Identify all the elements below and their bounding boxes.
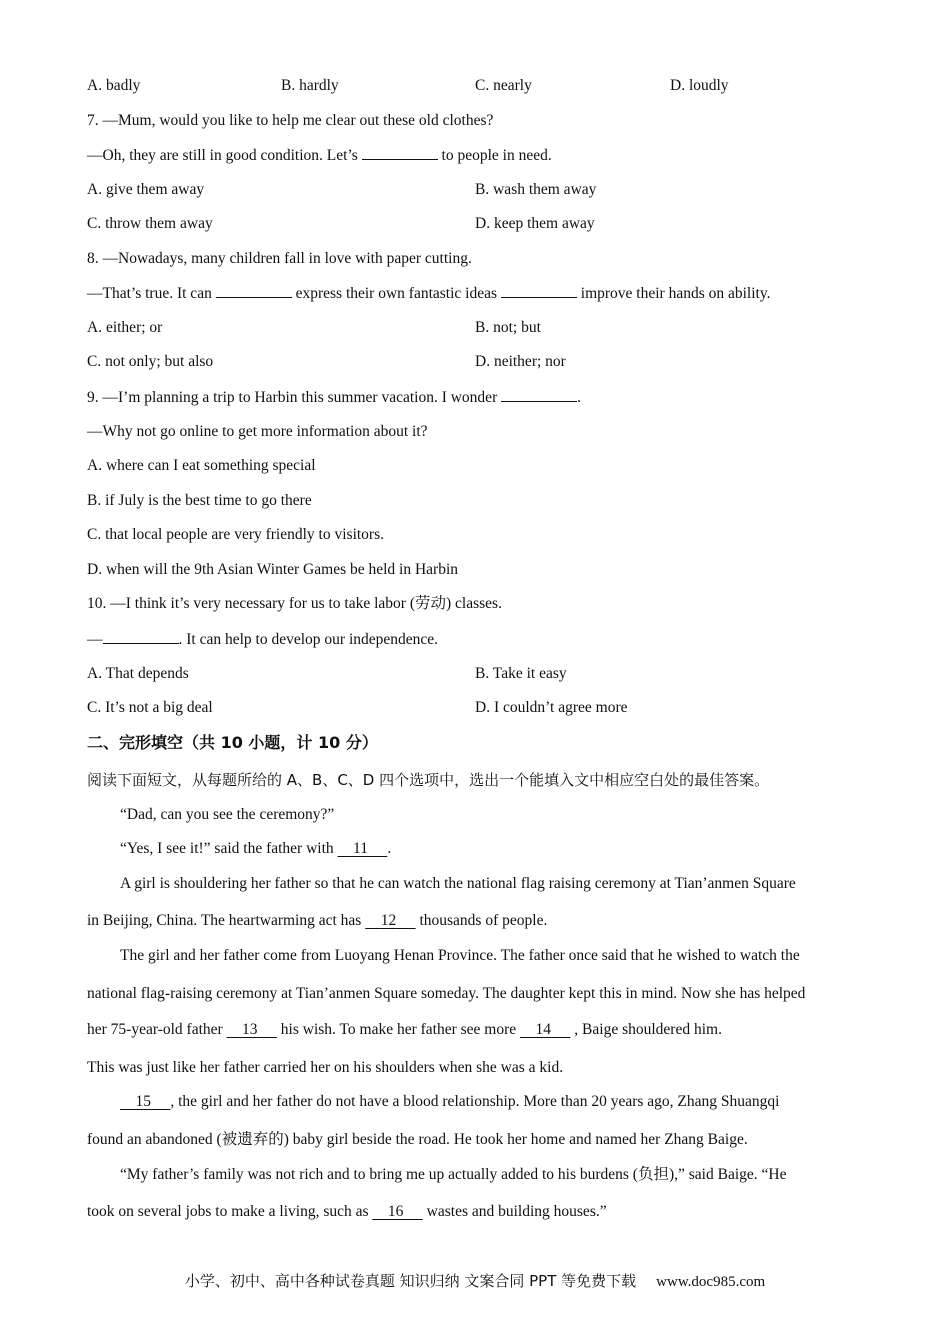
q9-option-a: A. where can I eat something special [87, 457, 316, 474]
answer-blank [362, 145, 438, 160]
q6-option-a: A. badly [87, 77, 141, 94]
q10-response-text: — [87, 631, 103, 648]
q10-response [87, 629, 438, 650]
cloze-number: 14 [535, 1021, 552, 1038]
passage-text: wastes and building houses.” [422, 1203, 607, 1220]
passage-paragraph-2 [87, 839, 391, 859]
q7-response-text-end: to people in need. [437, 147, 552, 164]
passage-paragraph-4-line-4: This was just like her father carried her on his shoulders when she was a kid. [87, 1059, 564, 1076]
q9-option-b: B. if July is the best time to go there [87, 492, 312, 509]
passage-text: , Baige shouldered him. [570, 1021, 722, 1038]
q7-option-a: A. give them away [87, 181, 205, 198]
cloze-number: 11 [353, 840, 368, 857]
passage-paragraph-4-line-1: The girl and her father come from Luoyang Henan Province. The father once said that he wished to watch the [120, 947, 800, 964]
q10-option-b: B. Take it easy [475, 665, 567, 682]
q9-question-text: 9. —I’m planning a trip to Harbin this summer vacation. I wonder [87, 389, 502, 406]
cloze-number: 13 [242, 1021, 258, 1038]
passage-text: took on several jobs to make a living, such as [87, 1203, 373, 1220]
q10-question: 10. —I think it’s very necessary for us to take labor (劳动) classes. [87, 595, 502, 612]
q8-option-d: D. neither; nor [475, 353, 566, 370]
passage-text: in Beijing, China. The heartwarming act has [87, 912, 366, 929]
q8-option-b: B. not; but [475, 319, 541, 336]
answer-blank [103, 629, 179, 644]
q9-option-c: C. that local people are very friendly to visitors. [87, 526, 384, 543]
q10-option-d: D. I couldn’t agree more [475, 699, 628, 716]
passage-text: “Yes, I see it!” said the father with [120, 840, 338, 857]
answer-blank [501, 283, 577, 298]
q8-question: 8. —Nowadays, many children fall in love with paper cutting. [87, 250, 472, 267]
page-footer [0, 1270, 950, 1291]
passage-paragraph-1: “Dad, can you see the ceremony?” [120, 806, 335, 823]
q8-response-text-mid: express their own fantastic ideas [291, 285, 501, 302]
section-heading: 二、完形填空（共 10 小题，计 10 分） [87, 733, 378, 752]
q7-response-text: —Oh, they are still in good condition. Let’s [87, 147, 362, 164]
q7-option-b: B. wash them away [475, 181, 597, 198]
passage-text: , the girl and her father do not have a blood relationship. More than 20 years ago, Zhang Shuangqi [170, 1093, 780, 1110]
q10-option-c: C. It’s not a big deal [87, 699, 213, 716]
q8-option-c: C. not only; but also [87, 353, 214, 370]
q7-option-c: C. throw them away [87, 215, 213, 232]
q8-response-text-end: improve their hands on ability. [576, 285, 771, 302]
q6-option-c: C. nearly [475, 77, 532, 94]
q10-option-a: A. That depends [87, 665, 189, 682]
q9-option-d: D. when will the 9th Asian Winter Games be held in Harbin [87, 561, 459, 578]
passage-text: . [387, 840, 392, 857]
cloze-number: 16 [387, 1203, 404, 1220]
q9-question-text-end: . [577, 389, 581, 406]
q9-question [87, 387, 581, 408]
footer-text: 小学、初中、高中各种试卷真题 知识归纳 文案合同 PPT 等免费下载 [184, 1272, 637, 1290]
cloze-number: 12 [380, 912, 397, 929]
q10-response-text-end: . It can help to develop our independence. [178, 631, 439, 648]
q7-question: 7. —Mum, would you like to help me clear out these old clothes? [87, 112, 494, 129]
passage-paragraph-4-line-2: national flag-raising ceremony at Tian’anmen Square someday. The daughter kept this in mind. Now she has helped [87, 985, 806, 1002]
passage-paragraph-6-line-1: “My father’s family was not rich and to bring me up actually added to his burdens (负担),” said Baige. “He [120, 1166, 787, 1183]
q7-response [87, 145, 552, 166]
footer-link[interactable]: www.doc985.com [656, 1274, 766, 1290]
cloze-blank-11 [338, 840, 388, 857]
passage-paragraph-6-line-2 [87, 1202, 607, 1222]
q9-response: —Why not go online to get more information about it? [87, 423, 428, 440]
q8-response [87, 283, 770, 304]
section-instruction: 阅读下面短文，从每题所给的 A、B、C、D 四个选项中，选出一个能填入文中相应空白处的最佳答案。 [87, 771, 770, 789]
cloze-number: 15 [135, 1093, 151, 1110]
cloze-blank-15 [120, 1093, 170, 1110]
passage-paragraph-3-line-2 [87, 911, 547, 931]
answer-blank [501, 387, 577, 402]
passage-paragraph-5-line-2: found an abandoned (被遗弃的) baby girl beside the road. He took her home and named her Zhang Baige. [87, 1131, 748, 1148]
q8-option-a: A. either; or [87, 319, 163, 336]
passage-text: her 75-year-old father [87, 1021, 227, 1038]
passage-paragraph-3-line-1: A girl is shouldering her father so that he can watch the national flag raising ceremony at Tian’anmen Square [120, 875, 796, 892]
cloze-blank-13 [227, 1021, 277, 1038]
cloze-blank-14 [520, 1021, 570, 1038]
answer-blank [216, 283, 292, 298]
passage-text: thousands of people. [415, 912, 548, 929]
cloze-blank-16 [372, 1203, 422, 1220]
q8-response-text: —That’s true. It can [87, 285, 216, 302]
cloze-blank-12 [365, 912, 415, 929]
q6-option-b: B. hardly [281, 77, 339, 94]
q7-option-d: D. keep them away [475, 215, 595, 232]
passage-paragraph-4-line-3 [87, 1020, 722, 1040]
passage-text: his wish. To make her father see more [276, 1021, 521, 1038]
passage-paragraph-5-line-1 [87, 1092, 779, 1112]
q6-option-d: D. loudly [670, 77, 729, 94]
